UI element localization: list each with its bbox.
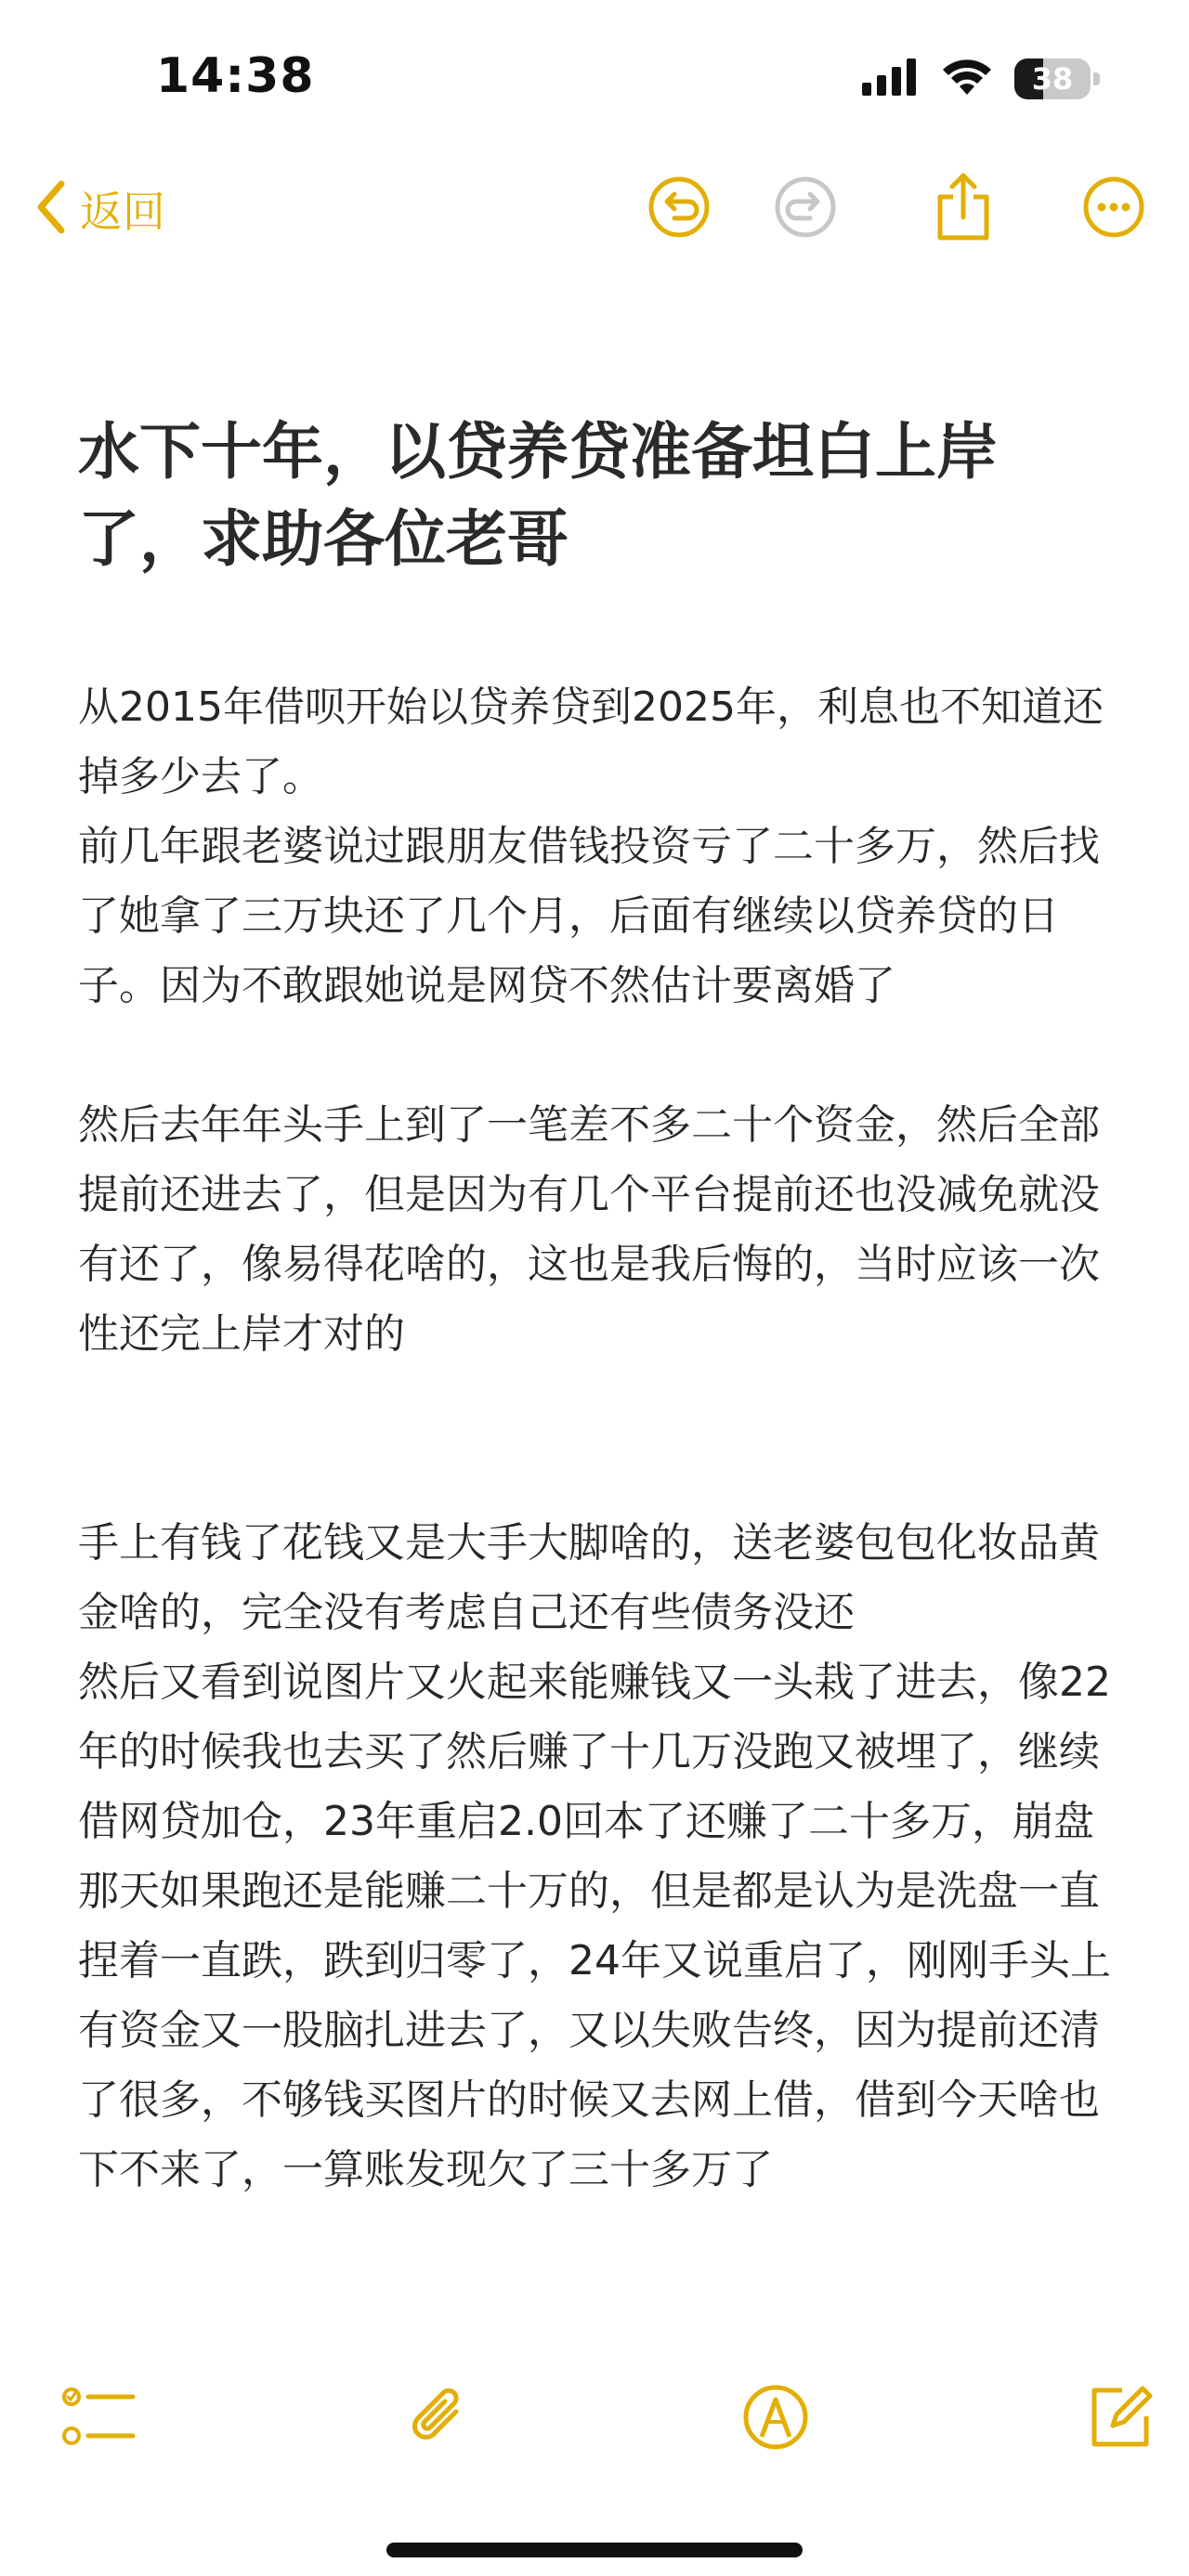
- note-paragraph: 然后去年年头手上到了一笔差不多二十个资金，然后全部提前还进去了，但是因为有几个平台提前还也没减免就没有还了，像易得花啥的，这也是我后悔的，当时应该一次性还完上岸才对的: [78, 1101, 1100, 1358]
- attachment-button[interactable]: [398, 2377, 481, 2461]
- wifi-icon: [940, 58, 994, 100]
- redo-button[interactable]: [764, 167, 847, 251]
- note-body[interactable]: [78, 672, 1118, 2205]
- status-bar: [0, 0, 1189, 139]
- home-indicator: [386, 2543, 803, 2557]
- blank-line: [78, 1021, 1118, 1090]
- note-content[interactable]: [78, 409, 1118, 2205]
- more-button[interactable]: [1072, 167, 1156, 251]
- note-title[interactable]: 水下十年，以贷养贷准备坦白上岸了，求助各位老哥: [78, 416, 998, 575]
- undo-icon: [647, 175, 712, 243]
- bottom-toolbar: [0, 2377, 1189, 2470]
- compose-icon: [1085, 2383, 1154, 2455]
- share-icon: [933, 171, 994, 247]
- markup-button[interactable]: [734, 2377, 817, 2461]
- undo-button[interactable]: [637, 167, 721, 251]
- status-time: 14:38: [156, 48, 315, 104]
- blank-line: [78, 1369, 1118, 1508]
- compose-button[interactable]: [1078, 2377, 1161, 2461]
- checklist-button[interactable]: [58, 2377, 141, 2461]
- back-button[interactable]: [33, 176, 165, 241]
- checklist-icon: [62, 2384, 137, 2454]
- paperclip-icon: [406, 2384, 473, 2454]
- chevron-left-icon: [33, 178, 67, 240]
- status-indicators: [862, 58, 1100, 100]
- redo-icon: [773, 175, 838, 243]
- battery-level-text: 38: [1031, 61, 1074, 97]
- note-paragraph: 然后又看到说图片又火起来能赚钱又一头栽了进去，像22年的时候我也去买了然后赚了十几万没跑又被埋了，继续借网贷加仓，23年重启2.0回本了还赚了二十多万，崩盘那天如果跑还是能赚二十万的，但是都是认为是洗盘一直捏着一直跌，跌到归零了，24年又说重启了，刚刚手头上有资金又一股脑扎进去了，又以失败告终，因为提前还清了很多，不够钱买图片的时候又去网上借，借到今天啥也下不来了，一算账发现欠了三十多万了: [78, 1659, 1111, 2193]
- more-icon: [1081, 175, 1146, 243]
- share-button[interactable]: [921, 167, 1005, 251]
- note-paragraph: 手上有钱了花钱又是大手大脚啥的，送老婆包包化妆品黄金啥的，完全没有考虑自己还有些债务没还: [78, 1519, 1100, 1636]
- note-paragraph: 前几年跟老婆说过跟朋友借钱投资亏了二十多万，然后找了她拿了三万块还了几个月，后面有继续以贷养贷的日子。因为不敢跟她说是网贷不然估计要离婚了: [78, 823, 1100, 1009]
- cellular-signal-icon: [862, 59, 920, 99]
- back-label: 返回: [80, 187, 165, 237]
- navigation-bar: [0, 167, 1189, 251]
- markup-pen-icon: [741, 2383, 810, 2455]
- battery-icon: [1014, 59, 1100, 99]
- note-paragraph: 从2015年借呗开始以贷养贷到2025年，利息也不知道还掉多少去了。: [78, 683, 1104, 800]
